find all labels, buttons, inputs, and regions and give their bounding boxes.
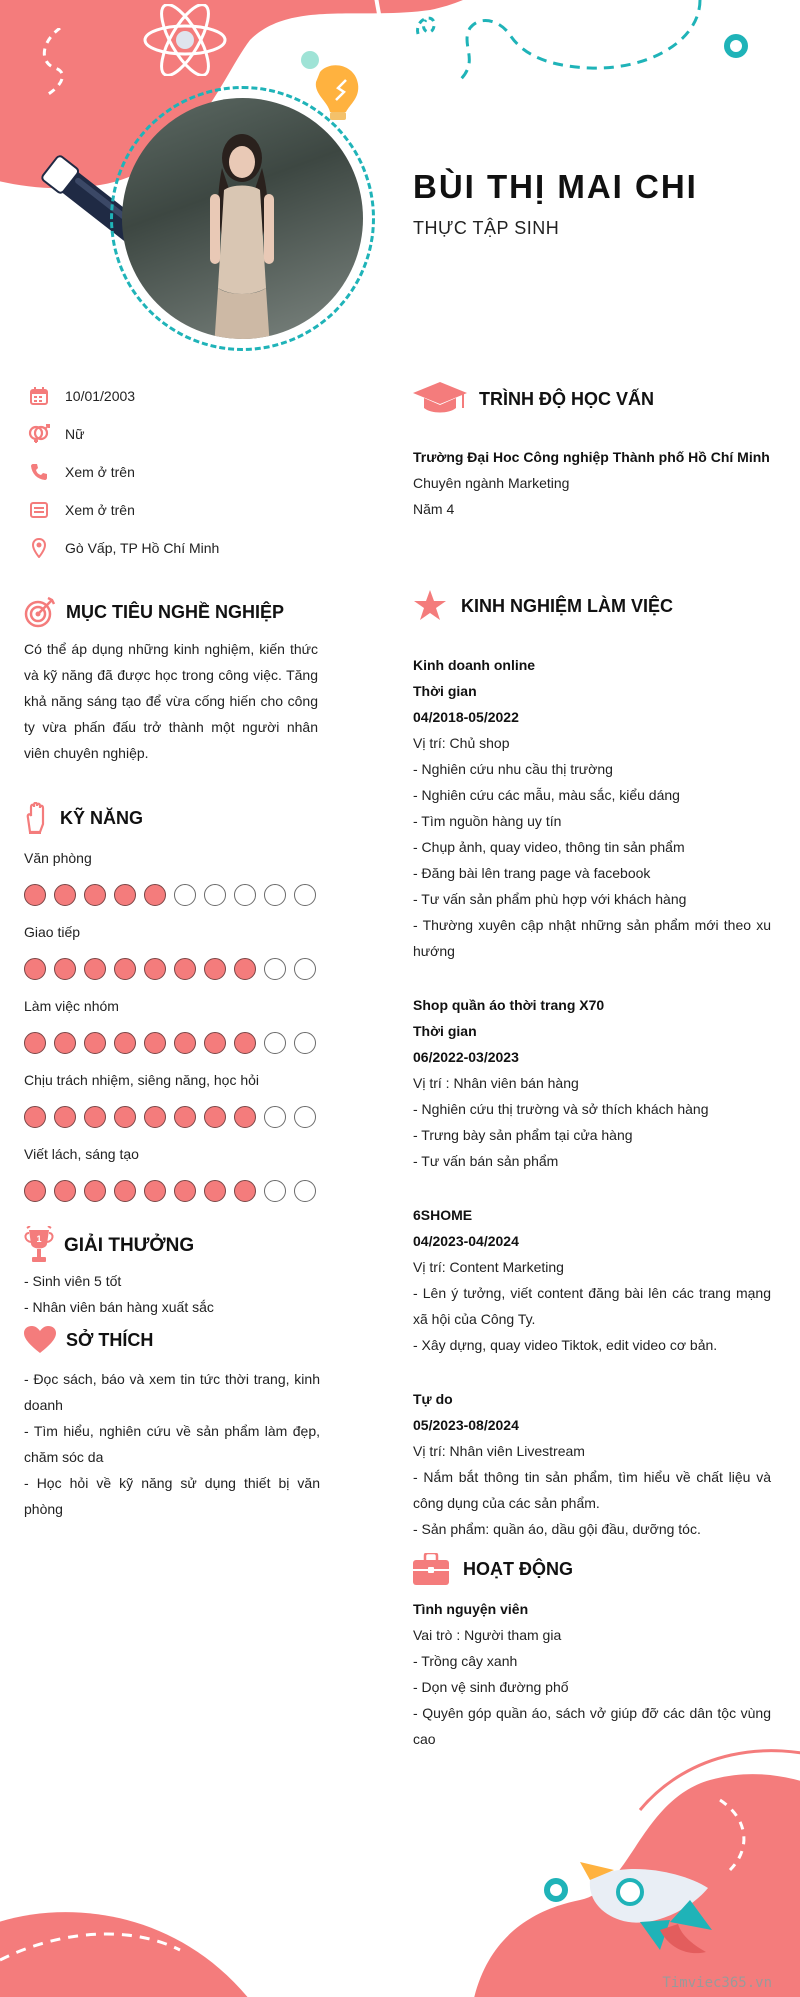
skill-rating	[24, 884, 316, 906]
rating-dot-filled	[234, 1106, 256, 1128]
rating-dot-filled	[144, 1180, 166, 1202]
rocket-icon	[540, 1860, 720, 1970]
rating-dot-filled	[84, 1106, 106, 1128]
job-time-label: Thời gian	[413, 683, 477, 699]
dashed-swirl-decoration	[30, 28, 80, 98]
experience-heading	[413, 590, 673, 622]
rating-dot-filled	[144, 884, 166, 906]
rating-dot-empty	[264, 958, 286, 980]
objective-title: MỤC TIÊU NGHỀ NGHIỆP	[66, 601, 285, 622]
rating-dot-filled	[84, 1180, 106, 1202]
job-position: Vị trí: Nhân viên Livestream	[413, 1443, 585, 1459]
experience-list	[413, 652, 771, 1542]
experience-title: KINH NGHIỆM LÀM VIỆC	[461, 595, 674, 616]
graduation-cap-icon	[413, 382, 467, 416]
award-item: - Sinh viên 5 tốt	[24, 1273, 122, 1289]
rating-dot-filled	[204, 1032, 226, 1054]
job-company: Shop quần áo thời trang X70	[413, 997, 605, 1013]
job-duty: - Tư vấn sản phẩm phù hợp với khách hàng	[413, 891, 687, 907]
job-duty: - Xây dựng, quay video Tiktok, edit video cơ bản.	[413, 1337, 718, 1353]
rating-dot-filled	[54, 1180, 76, 1202]
rating-dot-empty	[264, 1106, 286, 1128]
school-name: Trường Đại Hoc Công nghiệp Thành phố Hồ Chí Minh	[413, 449, 770, 465]
hobby-item: - Đọc sách, báo và xem tin tức thời trang, kinh doanh	[24, 1371, 320, 1413]
job-kinh-doanh-online	[413, 652, 771, 964]
email-text: Xem ở trên	[65, 502, 135, 518]
awards-title: GIẢI THƯỞNG	[64, 1235, 195, 1256]
rating-dot-empty	[174, 884, 196, 906]
email-row	[28, 500, 135, 520]
rating-dot-empty	[294, 1180, 316, 1202]
objective-heading	[24, 596, 284, 628]
rating-dot-filled	[84, 884, 106, 906]
skill-name: Viết lách, sáng tạo	[24, 1146, 139, 1162]
rating-dot-filled	[84, 958, 106, 980]
job-period: 04/2023-04/2024	[413, 1233, 519, 1249]
job-duty: - Nghiên cứu nhu cầu thị trường	[413, 761, 613, 777]
activity-item: - Quyên góp quần áo, sách vở giúp đỡ các dân tộc vùng cao	[413, 1705, 771, 1747]
phone-row	[28, 462, 135, 482]
education-heading	[413, 382, 654, 416]
skill-rating	[24, 1106, 316, 1128]
activities-heading	[413, 1553, 573, 1585]
hobby-item: - Học hỏi về kỹ năng sử dụng thiết bị văn phòng	[24, 1475, 320, 1517]
address-row	[28, 538, 219, 558]
job-duty: - Tìm nguồn hàng uy tín	[413, 813, 562, 829]
hobbies-list	[24, 1366, 320, 1522]
activities-block	[413, 1596, 771, 1752]
rating-dot-filled	[24, 1180, 46, 1202]
heart-icon	[24, 1326, 56, 1354]
job-duty: - Thường xuyên cập nhật những sản phẩm mới theo xu hướng	[413, 917, 771, 959]
calendar-icon	[28, 386, 50, 406]
job-time-label: Thời gian	[413, 1023, 477, 1039]
email-icon	[28, 500, 50, 520]
rating-dot-filled	[24, 884, 46, 906]
job-position: Vị trí : Nhân viên bán hàng	[413, 1075, 579, 1091]
activities-title: HOẠT ĐỘNG	[463, 1558, 573, 1579]
profile-photo	[122, 98, 363, 339]
skill-name: Giao tiếp	[24, 924, 81, 940]
gender-row	[28, 424, 84, 444]
job-duty: - Tư vấn bán sản phẩm	[413, 1153, 559, 1169]
job-duty: - Nắm bắt thông tin sản phẩm, tìm hiểu về chất liệu và công dụng của các sản phẩm.	[413, 1469, 771, 1511]
job-duty: - Trưng bày sản phẩm tại cửa hàng	[413, 1127, 633, 1143]
rating-dot-filled	[84, 1032, 106, 1054]
rating-dot-filled	[144, 958, 166, 980]
study-year: Năm 4	[413, 501, 455, 517]
rating-dot-filled	[114, 1032, 136, 1054]
hobby-item: - Tìm hiểu, nghiên cứu về sản phẩm làm đẹp, chăm sóc da	[24, 1423, 320, 1465]
job-duty: - Nghiên cứu các mẫu, màu sắc, kiểu dáng	[413, 787, 680, 803]
job-duty: - Nghiên cứu thị trường và sở thích khách hàng	[413, 1101, 709, 1117]
rating-dot-empty	[294, 958, 316, 980]
ring-decoration	[722, 32, 750, 60]
major: Chuyên ngành Marketing	[413, 475, 570, 491]
dashed-path-decoration	[400, 0, 730, 100]
watermark-text: Timviec365.vn	[662, 1975, 772, 1991]
education-title: TRÌNH ĐỘ HỌC VẤN	[479, 388, 654, 409]
hobbies-heading	[24, 1326, 153, 1354]
activity-item: - Trồng cây xanh	[413, 1653, 518, 1669]
skill-rating	[24, 958, 316, 980]
skill-name: Văn phòng	[24, 850, 92, 866]
rating-dot-empty	[264, 1032, 286, 1054]
rating-dot-filled	[144, 1106, 166, 1128]
rating-dot-filled	[24, 958, 46, 980]
rating-dot-filled	[234, 1032, 256, 1054]
education-block	[413, 444, 771, 522]
rating-dot-filled	[54, 958, 76, 980]
award-item: - Nhân viên bán hàng xuất sắc	[24, 1299, 214, 1315]
rating-dot-filled	[174, 958, 196, 980]
phone-icon	[28, 462, 50, 482]
rating-dot-empty	[234, 884, 256, 906]
rating-dot-filled	[114, 1106, 136, 1128]
rating-dot-filled	[54, 1032, 76, 1054]
rating-dot-empty	[294, 884, 316, 906]
job-position: Vị trí: Chủ shop	[413, 735, 510, 751]
job-company: Kinh doanh online	[413, 657, 536, 673]
gender-icon	[28, 424, 50, 444]
gender-text: Nữ	[65, 426, 85, 442]
rating-dot-empty	[204, 884, 226, 906]
awards-list	[24, 1268, 320, 1320]
target-icon	[24, 596, 56, 628]
briefcase-icon	[413, 1553, 449, 1585]
birthday-row	[28, 386, 135, 406]
rating-dot-filled	[204, 1180, 226, 1202]
atom-icon	[140, 4, 230, 76]
rating-dot-filled	[24, 1032, 46, 1054]
job-tu-do	[413, 1386, 771, 1542]
job-duty: - Sản phẩm: quần áo, dầu gội đầu, dưỡng tóc.	[413, 1521, 701, 1537]
rating-dot-filled	[114, 884, 136, 906]
activity-item: - Dọn vệ sinh đường phố	[413, 1679, 569, 1695]
rating-dot-filled	[114, 958, 136, 980]
rating-dot-empty	[264, 1180, 286, 1202]
job-duty: - Lên ý tưởng, viết content đăng bài lên các trang mạng xã hội của Công Ty.	[413, 1285, 771, 1327]
rating-dot-filled	[174, 1180, 196, 1202]
hobbies-title: SỞ THÍCH	[66, 1329, 154, 1350]
job-period: 05/2023-08/2024	[413, 1417, 519, 1433]
skills-title: KỸ NĂNG	[60, 807, 144, 828]
skill-name: Chịu trách nhiệm, siêng năng, học hỏi	[24, 1072, 260, 1088]
star-icon	[413, 590, 447, 622]
address-text: Gò Vấp, TP Hồ Chí Minh	[65, 540, 220, 556]
rating-dot-filled	[234, 958, 256, 980]
rating-dot-empty	[264, 884, 286, 906]
job-position: Vị trí: Content Marketing	[413, 1259, 564, 1275]
skills-heading	[24, 802, 143, 834]
hand-icon	[24, 802, 50, 834]
rating-dot-empty	[294, 1106, 316, 1128]
job-duty: - Đăng bài lên trang page và facebook	[413, 865, 651, 881]
rating-dot-filled	[144, 1032, 166, 1054]
skill-name: Làm việc nhóm	[24, 998, 119, 1014]
candidate-role: THỰC TẬP SINH	[413, 218, 560, 238]
job-shop-x70	[413, 992, 771, 1174]
activity-org: Tình nguyện viên	[413, 1601, 529, 1617]
job-6shome	[413, 1202, 771, 1358]
candidate-name: BÙI THỊ MAI CHI	[413, 168, 698, 205]
job-duty: - Chụp ảnh, quay video, thông tin sản phẩm	[413, 839, 685, 855]
rating-dot-filled	[114, 1180, 136, 1202]
activity-role: Vai trò : Người tham gia	[413, 1627, 562, 1643]
skill-rating	[24, 1032, 316, 1054]
job-company: 6SHOME	[413, 1207, 473, 1223]
job-period: 06/2022-03/2023	[413, 1049, 519, 1065]
objective-text: Có thể áp dụng những kinh nghiệm, kiến thức và kỹ năng đã được học trong công việc. Tăng khả năng sáng tạo để vừa cống hiến cho công ty vừa phấn đấu trở thành một người nhân viên chuyên nghiệp.	[24, 641, 318, 761]
job-period: 04/2018-05/2022	[413, 709, 519, 725]
rating-dot-filled	[234, 1180, 256, 1202]
rating-dot-filled	[54, 884, 76, 906]
location-pin-icon	[28, 538, 50, 558]
svg-text:1: 1	[36, 1234, 42, 1244]
footer-blob-left-decoration	[0, 1880, 320, 1997]
skill-rating	[24, 1180, 316, 1202]
job-company: Tự do	[413, 1391, 453, 1407]
trophy-icon	[24, 1226, 54, 1266]
loop-decoration	[412, 8, 448, 44]
person-silhouette	[192, 128, 292, 339]
rating-dot-filled	[54, 1106, 76, 1128]
rating-dot-filled	[174, 1106, 196, 1128]
rating-dot-filled	[174, 1032, 196, 1054]
awards-heading	[24, 1226, 194, 1266]
phone-text: Xem ở trên	[65, 464, 135, 480]
birthday-text: 10/01/2003	[65, 388, 136, 404]
rating-dot-empty	[294, 1032, 316, 1054]
rating-dot-filled	[204, 958, 226, 980]
rating-dot-filled	[204, 1106, 226, 1128]
rating-dot-filled	[24, 1106, 46, 1128]
